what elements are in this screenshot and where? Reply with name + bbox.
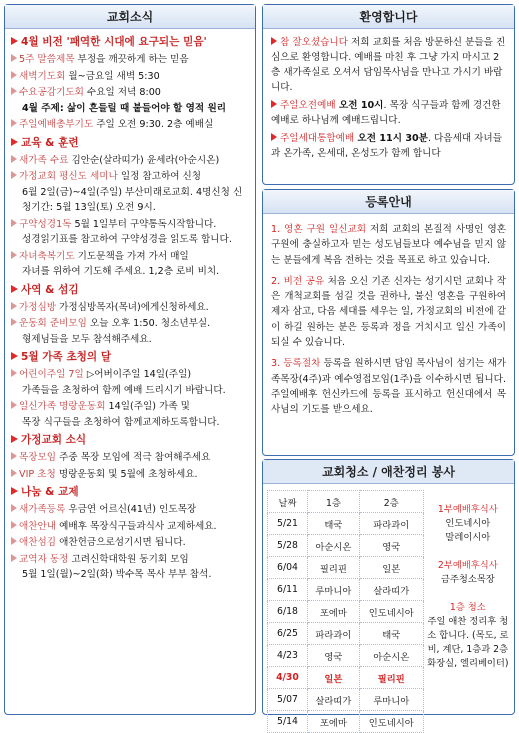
cleaning-cell: 필리핀 [359, 667, 423, 689]
cleaning-cell: 6/18 [268, 601, 308, 623]
triangle-bullet-icon [11, 138, 18, 146]
registration-panel [262, 189, 515, 456]
triangle-bullet-icon [11, 369, 17, 377]
cleaning-cell: 6/04 [268, 557, 308, 579]
news-item [11, 552, 250, 583]
section-heading-text: 나눔 & 교제 [21, 486, 79, 498]
cleaning-cell: 인도네시아 [359, 601, 423, 623]
registration-body [263, 214, 514, 418]
news-item-continuation: 성경읽기표를 참고하여 구약성경을 읽도록 합니다. [22, 234, 232, 245]
registration-paragraph-1 [271, 222, 506, 268]
cleaning-cell: 4/23 [268, 645, 308, 667]
cleaning-title: 교회청소 / 애찬정리 봉사 [263, 460, 514, 484]
registration-text: 등록을 원하시면 담임 목사님이 섬기는 새가족목장(4주)과 예수영접모임(1주)을 이수하시면 됩니다. 주일예배후 헌신카드에 등록을 표시하고 헌신대에서 목사님의 기도를 받으세요. [271, 358, 506, 416]
registration-text: 처음 오신 기존 신자는 성기시던 교회나 작은 개척교회를 섬길 것을 권하나, 불신 영혼을 구원하여 제자 삼고, 다음 세대를 세우는 일, 가정교회의 비전에 같이 하길 원하는 분은 등록과 정을 거치시고 일신 가족이 되실 수 있습니다. [271, 275, 506, 349]
cleaning-cell: 5/07 [268, 689, 308, 711]
news-item-tag: 새가족 수료 [19, 154, 69, 166]
cleaning-cell: 영국 [359, 535, 423, 557]
section-heading [11, 135, 250, 151]
section-heading [11, 282, 250, 298]
news-item-text: 주일 오전 9:30. 2층 예배실 [93, 119, 214, 130]
cleaning-cell: 5/14 [268, 711, 308, 733]
triangle-bullet-icon [11, 171, 17, 179]
cleaning-panel [262, 459, 515, 729]
cleaning-table [267, 490, 512, 733]
welcome-title: 환영합니다 [263, 5, 514, 29]
news-item-tag: 새가족등록 [19, 504, 66, 515]
triangle-bullet-icon [11, 155, 17, 163]
news-item-text: 기도문책을 가져 가서 매일 [74, 250, 189, 262]
news-item-text: 월~금요일 새벽 5:30 [65, 70, 160, 82]
news-item-continuation: 목장 식구들을 초청하여 함께교제하도록합니다. [22, 416, 220, 428]
cleaning-cell: 4/30 [268, 667, 308, 689]
news-item-tag: 수요공감기도회 [19, 87, 84, 98]
triangle-bullet-icon [11, 401, 17, 409]
news-item [11, 300, 250, 316]
service-text: . 다음세대 자녀들과 온가족, 온세대, 온성도가 함께 합니다 [271, 133, 502, 159]
section-heading-text: 교육 & 훈련 [21, 136, 79, 149]
section-heading [11, 34, 250, 50]
news-item [11, 217, 250, 248]
cleaning-cell: 6/11 [268, 579, 308, 601]
news-item-tag: 가정심방 [19, 301, 57, 313]
triangle-bullet-icon [11, 487, 18, 495]
triangle-bullet-icon [11, 37, 18, 45]
news-item-tag: 어린이주일 7일 [19, 369, 84, 380]
meal-note-text: 인도네시아 [445, 517, 491, 529]
service-text: . 목장 식구들과 함께 경건한 예배로 하나님께 예배드립니다. [271, 100, 501, 126]
news-item-tag: 5주 말씀제목 [19, 54, 75, 65]
news-item [11, 316, 250, 347]
news-item [11, 153, 250, 169]
meal-note-heading: 2부예배후식사 [437, 559, 498, 571]
registration-title: 등록안내 [263, 190, 514, 214]
triangle-bullet-icon [11, 119, 17, 127]
triangle-bullet-icon [11, 435, 18, 443]
cleaning-cell: 필리핀 [307, 557, 359, 579]
news-item [11, 535, 250, 551]
registration-paragraph-3 [271, 356, 506, 417]
news-item [11, 249, 250, 280]
news-item-tag: 목장모임 [19, 452, 57, 463]
triangle-bullet-icon [11, 554, 17, 562]
registration-heading: 3. 등록절차 [271, 358, 321, 370]
cleaning-cell: 일본 [359, 557, 423, 579]
news-item [11, 85, 250, 116]
cleaning-cell: 살라띠가 [307, 689, 359, 711]
news-item [11, 502, 250, 518]
triangle-bullet-icon [11, 452, 17, 460]
news-item-tag: 교역자 동정 [19, 553, 69, 565]
news-item-tag: VIP 초청 [19, 468, 56, 480]
cleaning-cell: 태국 [307, 513, 359, 535]
cleaning-cell: 태국 [359, 623, 423, 645]
news-item-tag: 가정교회 평신도 세미나 [19, 171, 118, 182]
cleaning-cell: 포에마 [307, 711, 359, 733]
cleaning-cell: 일본 [307, 667, 359, 689]
welcome-paragraph-1 [271, 35, 506, 95]
welcome-body [263, 29, 514, 161]
news-item [11, 467, 250, 483]
cleaning-cell: 5/28 [268, 535, 308, 557]
meal-note-text: 금주청소목장 [440, 573, 495, 585]
cleaning-header-cell: 날짜 [268, 491, 308, 513]
news-item-text: 명랑운동회 및 5월에 초청하세요. [55, 468, 198, 480]
cleaning-cell: 아순시온 [359, 645, 423, 667]
cleaning-header-cell: 2층 [359, 491, 423, 513]
news-item-continuation: 자녀를 위하여 기도해 주세요. 1,2층 로비 비치. [22, 266, 220, 277]
news-item [11, 52, 250, 68]
section-heading [11, 432, 250, 448]
meal-note-heading: 1층 청소 [449, 601, 486, 613]
cleaning-cell: 포에마 [307, 601, 359, 623]
news-item-text: 오늘 오후 1:50. 청소년부실. [86, 318, 211, 329]
welcome-panel [262, 4, 515, 185]
news-item [11, 367, 250, 398]
triangle-bullet-icon [271, 37, 277, 45]
news-item-text: 수요일 저녁 8:00 [83, 87, 161, 98]
triangle-bullet-icon [11, 352, 18, 360]
news-item-text: 애찬헌금으로섬기시면 됩니다. [56, 537, 186, 548]
news-item [11, 169, 250, 216]
welcome-highlight: 참 잘오셨습니다 [280, 37, 348, 48]
news-item-tag: 애찬섬김 [19, 537, 57, 548]
triangle-bullet-icon [11, 285, 18, 293]
triangle-bullet-icon [11, 71, 17, 79]
church-news-title: 교회소식 [5, 5, 255, 29]
cleaning-header-row [268, 491, 513, 513]
cleaning-cell: 인도네시아 [359, 711, 423, 733]
news-item-text: 주중 목장 모임에 적극 참여해주세요 [56, 452, 211, 463]
news-item-text: 김안순(살라띠가) 윤세라(아순시온) [68, 154, 220, 166]
service-name: 주일세대통합예배 [280, 133, 355, 144]
welcome-text: 저희 교회를 처음 방문하신 분들을 진심으로 환영합니다. 예배를 마친 후 그냥 가지 마시고 2층 새가족실로 오셔서 담임목사님을 만나고 가시기 바랍니다. [271, 37, 506, 93]
news-item-continuation: 4월 주제: 삶이 흔들릴 때 붙들어야 할 영적 원리 [22, 102, 227, 114]
section-heading-text: 5월 가족 초청의 달 [21, 351, 112, 363]
news-item-tag: 주일예배총부기도 [19, 119, 94, 130]
news-item-tag: 일신가족 명랑운동회 [19, 401, 106, 412]
registration-heading: 1. 영혼 구원 일신교회 [271, 224, 366, 235]
registration-heading: 2. 비전 공유 [271, 275, 325, 287]
triangle-bullet-icon [11, 251, 17, 259]
cleaning-cell: 5/21 [268, 513, 308, 535]
news-item [11, 450, 250, 466]
news-item-text: 14일(주일) 가족 및 [105, 401, 190, 412]
section-heading [11, 484, 250, 500]
registration-paragraph-2 [271, 274, 506, 350]
news-item-text: 예배후 목장식구들과식사 교제하세요. [56, 520, 217, 532]
cleaning-cell: 루마니아 [359, 689, 423, 711]
triangle-bullet-icon [11, 469, 17, 477]
triangle-bullet-icon [11, 504, 17, 512]
news-item [11, 519, 250, 535]
service-name: 주일오전예배 [280, 100, 336, 111]
triangle-bullet-icon [11, 54, 17, 62]
registration-text: 저희 교회의 본질적 사명인 영혼구원에 충실하고자 믿는 성도님들보다 예수님을 믿지 않는 분들에게 복음 전하는 것을 목표로 하고 있습니다. [271, 224, 506, 266]
news-item-tag: 새벽기도회 [19, 70, 66, 82]
meal-note-text: 말레이시아 [445, 531, 491, 543]
triangle-bullet-icon [11, 302, 17, 310]
triangle-bullet-icon [11, 521, 17, 529]
news-item [11, 69, 250, 85]
news-item-tag: 운동회 준비모임 [19, 318, 87, 329]
news-item [11, 117, 250, 133]
cleaning-cell: 루마니아 [307, 579, 359, 601]
section-heading-text: 가정교회 소식 [21, 434, 87, 446]
church-news-panel [4, 4, 256, 715]
news-item-continuation: 6월 2일(금)~4일(주일) 부산미래로교회. 4명신청 신청기간: 5월 13일(토) 오전 9시. [22, 186, 243, 213]
triangle-bullet-icon [11, 87, 17, 95]
cleaning-cell: 영국 [307, 645, 359, 667]
news-item [11, 399, 250, 430]
triangle-bullet-icon [271, 133, 277, 141]
cleaning-cell: 파라과이 [359, 513, 423, 535]
section-heading-text: 4월 비전 '패역한 시대에 요구되는 믿음' [21, 36, 207, 48]
cleaning-cell: 살라띠가 [359, 579, 423, 601]
triangle-bullet-icon [271, 100, 277, 108]
news-item-continuation: 5월 1일(월)~2일(화) 박수목 목사 부부 참석. [22, 569, 212, 580]
meal-note-text: 주일 애찬 정리후 청소 합니다. (목도, 로비, 계단, 1층과 2층 화장실, 엘리베이터) [427, 615, 509, 669]
news-item-text: 우금연 어르신(41년) 인도목장 [65, 504, 197, 515]
welcome-paragraph-2 [271, 98, 506, 128]
service-time: 오전 11시 30분 [354, 133, 428, 144]
triangle-bullet-icon [11, 537, 17, 545]
welcome-paragraph-3 [271, 131, 506, 161]
news-item-text: 고려신학대학원 동기회 모임 [68, 553, 189, 565]
news-item-text: ▷어버이주일 14일(주일) [83, 369, 192, 380]
section-heading-text: 사역 & 섬김 [21, 283, 79, 296]
news-item-tag: 자녀축복기도 [19, 250, 75, 262]
news-item-text: 가정심방목자(목녀)에게신청하세요. [56, 301, 209, 313]
church-news-body [5, 29, 255, 583]
service-time: 오전 10시 [335, 100, 384, 111]
news-item-text: 5월 1일부터 구약통독시작합니다. [71, 218, 217, 230]
cleaning-cell: 6/25 [268, 623, 308, 645]
news-item-continuation: 형제님들을 모두 참석해주세요. [22, 333, 152, 345]
cleaning-cell: 파라과이 [307, 623, 359, 645]
triangle-bullet-icon [11, 219, 17, 227]
news-item-tag: 애찬안내 [19, 520, 57, 532]
cleaning-header-cell: 1층 [307, 491, 359, 513]
news-item-text: 일정 참고하여 신청 [117, 171, 202, 182]
triangle-bullet-icon [11, 318, 17, 326]
section-heading [11, 349, 250, 365]
news-item-continuation: 가족들을 초청하여 함께 예배 드리시기 바랍니다. [22, 384, 226, 396]
meal-note-heading: 1부예배후식사 [437, 503, 498, 515]
meal-notes [423, 491, 512, 733]
cleaning-cell: 아순시온 [307, 535, 359, 557]
news-item-tag: 구약성경1독 [19, 218, 72, 230]
news-item-text: 부정을 깨끗하게 하는 믿음 [74, 54, 189, 65]
